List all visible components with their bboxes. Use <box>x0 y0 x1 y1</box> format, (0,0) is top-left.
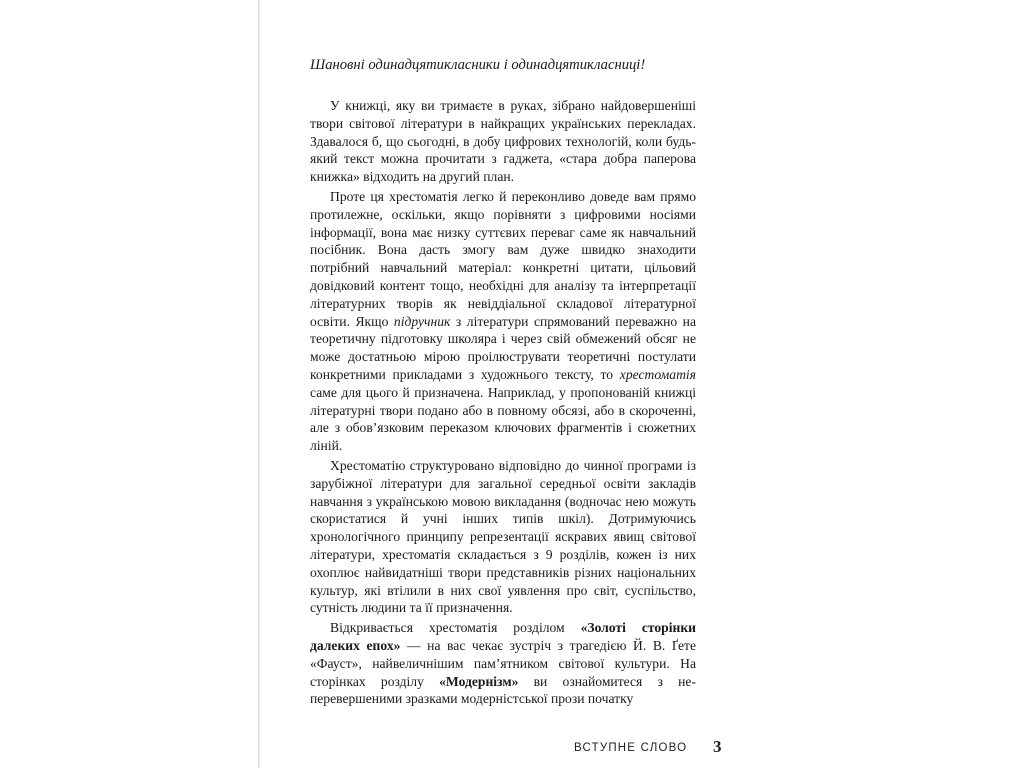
paragraph-4 <box>310 619 696 708</box>
paragraph-2-text-e: саме для цього й призначена. Наприклад, у пропонованій книжці літературні твори подано або в повному обсязі, або в скороченні, але з обов’язковим переказом ключових фрагментів і сюжетних ліній. <box>310 384 696 454</box>
paragraph-3: Хрестоматію структуровано відповідно до чинної програми із зарубіжної літератури для загальної середньої освіти закладів навчання з українською мовою викладання (водночас нею можуть скористатися й учні інших типів шкіл). Дотримуючись хронологічного принципу репрезентації яскравих явищ світової літератури, хрестоматія складається з 9 розділів, кожен із них охоплює найвидатніші твори представників різних національних культур, які втілили в них свої уявлення про світ, суспільство, сутність людини та її призначення. <box>310 457 696 616</box>
paragraph-2-italic-textbook: підручник <box>393 313 451 329</box>
paragraph-1: У книжці, яку ви тримаєте в руках, зібрано найдовершеніші твори світової літератури в найкращих українських перекладах. Здавалося б, що сьогодні, в добу цифрових технологій, коли будь-який текст можна прочитати з гаджета, «стара добра паперова книжка» відходить на другий план. <box>310 98 696 185</box>
paragraph-2-italic-anthology: хрестоматія <box>619 366 696 382</box>
paragraph-4-bold-section-2: «Модернізм» <box>439 673 519 689</box>
paragraph-4-text-c: — на вас чекає зустріч з трагедією Й. В. Ґете «Фауст», найвеличнішим пам’ятником світової культури. На сторінках розділу <box>310 637 697 689</box>
running-footer-title: ВСТУПНЕ СЛОВО <box>574 742 688 754</box>
greeting-heading: Шановні одинадцятикласники і одинадцятикласниці! <box>310 57 646 73</box>
page-number: 3 <box>713 737 722 756</box>
paragraph-2 <box>310 188 696 455</box>
paragraph-4-text-a: Відкривається хрестоматія розділом <box>330 620 581 636</box>
paragraph-4-text-e: ви ознайомитеся з неперевершеними зразками модерністської прози початку <box>310 673 696 707</box>
paragraph-2-text-a: Проте ця хрестоматія легко й переконливо доведе вам прямо протилежне, оскільки, якщо порівняти з цифровими носіями інформації, вона має низку суттєвих переваг саме як навчальний посібник. Вона дасть змогу вам дуже швидко знаходити потрібний навчальний матеріал: конкретні цитати, цільовий довідковий контент тощо, необхідні для аналізу та інтерпретації літературних творів як невіддіaльної складової літературної освіти. Якщо <box>310 188 696 329</box>
text-column <box>310 56 696 710</box>
paragraph-4-bold-section-1: «Золоті сторінки далеких епох» <box>310 620 696 653</box>
paragraph-2-text-c: з літератури спрямований переважно на теоретичну підготовку школяра і через свій обмежений обсяг не може достатньою мірою проілюструвати теоретичні постулати конкретними прикладами з художнього тексту, то <box>310 313 696 382</box>
book-spine-shadow <box>258 0 260 768</box>
